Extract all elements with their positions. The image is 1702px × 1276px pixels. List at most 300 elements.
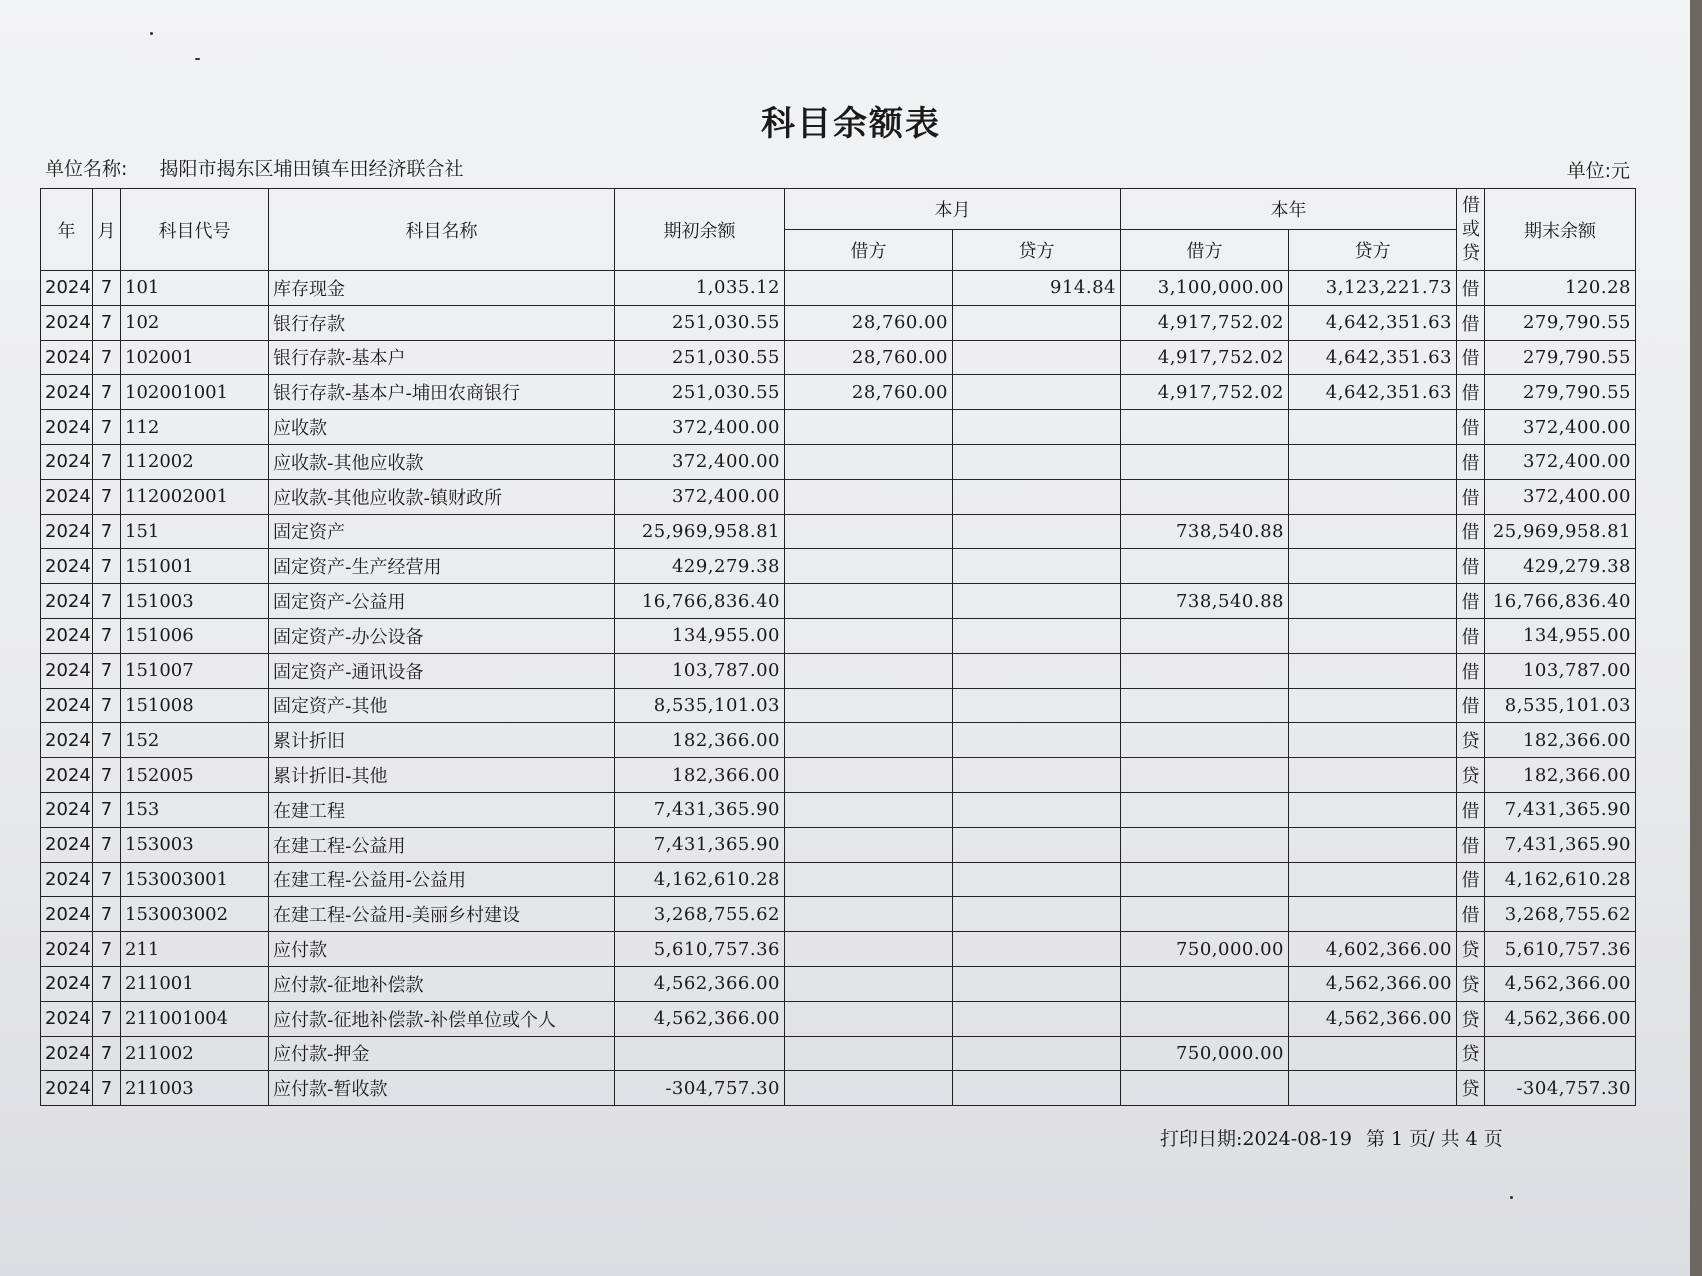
cell-direction: 借: [1457, 410, 1485, 445]
cell-month-credit: 914.84: [953, 271, 1121, 306]
cell-opening: 4,562,366.00: [615, 966, 785, 1001]
cell-opening: [615, 1036, 785, 1071]
cell-opening: 372,400.00: [615, 410, 785, 445]
cell-opening: 16,766,836.40: [615, 584, 785, 619]
cell-year-credit: [1289, 758, 1457, 793]
cell-year: 2024: [41, 410, 93, 445]
cell-code: 153003001: [121, 862, 269, 897]
cell-month-credit: [953, 584, 1121, 619]
cell-month-debit: [785, 479, 953, 514]
cell-year: 2024: [41, 479, 93, 514]
cell-month-credit: [953, 514, 1121, 549]
table-row: [41, 792, 1636, 827]
cell-month-debit: [785, 897, 953, 932]
cell-code: 151006: [121, 618, 269, 653]
cell-name: 累计折旧-其他: [269, 758, 615, 793]
cell-month-debit: [785, 271, 953, 306]
cell-code: 153003002: [121, 897, 269, 932]
cell-month: 7: [93, 479, 121, 514]
header-opening: 期初余额: [615, 189, 785, 271]
table-row: [41, 340, 1636, 375]
cell-month-debit: [785, 1036, 953, 1071]
cell-year-debit: [1121, 1071, 1289, 1106]
cell-month: 7: [93, 305, 121, 340]
cell-month-credit: [953, 1001, 1121, 1036]
cell-month-credit: [953, 618, 1121, 653]
cell-name: 固定资产-生产经营用: [269, 549, 615, 584]
paper-speck: [1510, 1196, 1513, 1199]
cell-opening: 429,279.38: [615, 549, 785, 584]
cell-direction: 借: [1457, 792, 1485, 827]
cell-closing: 4,162,610.28: [1485, 862, 1636, 897]
table-row: [41, 1001, 1636, 1036]
cell-month: 7: [93, 1036, 121, 1071]
cell-year-credit: 4,562,366.00: [1289, 1001, 1457, 1036]
cell-closing: 7,431,365.90: [1485, 827, 1636, 862]
cell-year-credit: [1289, 827, 1457, 862]
cell-year: 2024: [41, 618, 93, 653]
cell-month: 7: [93, 1001, 121, 1036]
cell-month-debit: [785, 549, 953, 584]
cell-name: 固定资产-其他: [269, 688, 615, 723]
table-row: [41, 758, 1636, 793]
header-row: [41, 189, 1636, 230]
cell-month-debit: [785, 758, 953, 793]
cell-direction: 借: [1457, 375, 1485, 410]
cell-month-credit: [953, 966, 1121, 1001]
table-row: [41, 653, 1636, 688]
cell-year-credit: [1289, 479, 1457, 514]
cell-direction: 贷: [1457, 932, 1485, 967]
cell-name: 在建工程-公益用-美丽乡村建设: [269, 897, 615, 932]
cell-code: 101: [121, 271, 269, 306]
cell-name: 应付款: [269, 932, 615, 967]
cell-closing: 372,400.00: [1485, 444, 1636, 479]
cell-year-credit: [1289, 514, 1457, 549]
cell-year-credit: [1289, 444, 1457, 479]
cell-month-credit: [953, 549, 1121, 584]
cell-direction: 贷: [1457, 966, 1485, 1001]
cell-opening: 372,400.00: [615, 479, 785, 514]
cell-closing: 25,969,958.81: [1485, 514, 1636, 549]
cell-opening: 251,030.55: [615, 375, 785, 410]
cell-name: 应收款-其他应收款: [269, 444, 615, 479]
cell-code: 102: [121, 305, 269, 340]
cell-opening: 8,535,101.03: [615, 688, 785, 723]
cell-year: 2024: [41, 932, 93, 967]
cell-month-credit: [953, 305, 1121, 340]
cell-closing: 372,400.00: [1485, 410, 1636, 445]
cell-year-debit: [1121, 723, 1289, 758]
cell-closing: 279,790.55: [1485, 340, 1636, 375]
cell-year-debit: [1121, 966, 1289, 1001]
cell-code: 102001: [121, 340, 269, 375]
cell-month: 7: [93, 514, 121, 549]
cell-year-debit: [1121, 618, 1289, 653]
cell-closing: 429,279.38: [1485, 549, 1636, 584]
cell-month: 7: [93, 271, 121, 306]
table-row: [41, 584, 1636, 619]
report-title: 科目余额表: [761, 104, 941, 144]
cell-month-debit: [785, 792, 953, 827]
table-row: [41, 305, 1636, 340]
cell-month-debit: [785, 584, 953, 619]
cell-year: 2024: [41, 375, 93, 410]
cell-year: 2024: [41, 549, 93, 584]
cell-month-debit: [785, 1071, 953, 1106]
cell-name: 在建工程: [269, 792, 615, 827]
table-row: [41, 549, 1636, 584]
cell-month: 7: [93, 340, 121, 375]
cell-year-debit: [1121, 549, 1289, 584]
cell-month: 7: [93, 375, 121, 410]
cell-code: 153: [121, 792, 269, 827]
cell-direction: 借: [1457, 897, 1485, 932]
cell-name: 固定资产-通讯设备: [269, 653, 615, 688]
cell-year-credit: [1289, 897, 1457, 932]
cell-name: 应付款-暂收款: [269, 1071, 615, 1106]
header-name: 科目名称: [269, 189, 615, 271]
cell-month: 7: [93, 688, 121, 723]
cell-code: 211: [121, 932, 269, 967]
cell-year-debit: 4,917,752.02: [1121, 375, 1289, 410]
cell-month-debit: [785, 862, 953, 897]
cell-year-debit: [1121, 444, 1289, 479]
cell-opening: 3,268,755.62: [615, 897, 785, 932]
header-month-credit: 贷方: [953, 230, 1121, 271]
cell-month-debit: [785, 827, 953, 862]
header-closing: 期末余额: [1485, 189, 1636, 271]
cell-month-credit: [953, 792, 1121, 827]
cell-year-debit: [1121, 1001, 1289, 1036]
unit-name-value: 揭阳市揭东区埔田镇车田经济联合社: [159, 158, 464, 180]
cell-opening: 25,969,958.81: [615, 514, 785, 549]
cell-closing: 279,790.55: [1485, 375, 1636, 410]
table-row: [41, 827, 1636, 862]
cell-direction: 借: [1457, 444, 1485, 479]
header-direction-text: 借或贷: [1462, 194, 1480, 264]
cell-closing: 182,366.00: [1485, 723, 1636, 758]
cell-year: 2024: [41, 653, 93, 688]
cell-opening: 7,431,365.90: [615, 827, 785, 862]
cell-direction: 借: [1457, 271, 1485, 306]
cell-month-debit: [785, 932, 953, 967]
cell-year: 2024: [41, 271, 93, 306]
page-info: 第 1 页/ 共 4 页: [1366, 1128, 1503, 1150]
table-row: [41, 1036, 1636, 1071]
cell-closing: 182,366.00: [1485, 758, 1636, 793]
cell-year: 2024: [41, 723, 93, 758]
cell-year-debit: 738,540.88: [1121, 514, 1289, 549]
cell-name: 在建工程-公益用-公益用: [269, 862, 615, 897]
cell-month-credit: [953, 444, 1121, 479]
cell-year: 2024: [41, 827, 93, 862]
cell-month: 7: [93, 792, 121, 827]
cell-year: 2024: [41, 584, 93, 619]
cell-direction: 借: [1457, 549, 1485, 584]
cell-opening: 7,431,365.90: [615, 792, 785, 827]
table-row: [41, 410, 1636, 445]
cell-code: 151008: [121, 688, 269, 723]
cell-month-credit: [953, 1071, 1121, 1106]
table-row: [41, 479, 1636, 514]
cell-year-credit: [1289, 862, 1457, 897]
cell-month-credit: [953, 827, 1121, 862]
cell-opening: 103,787.00: [615, 653, 785, 688]
cell-month-debit: [785, 723, 953, 758]
cell-name: 固定资产-公益用: [269, 584, 615, 619]
cell-year: 2024: [41, 1001, 93, 1036]
cell-month: 7: [93, 932, 121, 967]
table-row: [41, 271, 1636, 306]
cell-code: 112002: [121, 444, 269, 479]
table-row: [41, 1071, 1636, 1106]
cell-closing: 103,787.00: [1485, 653, 1636, 688]
cell-closing: 4,562,366.00: [1485, 1001, 1636, 1036]
cell-year-debit: 750,000.00: [1121, 932, 1289, 967]
cell-opening: 372,400.00: [615, 444, 785, 479]
header-code: 科目代号: [121, 189, 269, 271]
cell-opening: 5,610,757.36: [615, 932, 785, 967]
print-date: 打印日期:2024-08-19: [1160, 1128, 1352, 1150]
cell-year-credit: 4,602,366.00: [1289, 932, 1457, 967]
cell-code: 211003: [121, 1071, 269, 1106]
cell-month: 7: [93, 444, 121, 479]
page-footer: [1160, 1124, 1511, 1151]
cell-year: 2024: [41, 340, 93, 375]
cell-month: 7: [93, 897, 121, 932]
cell-month-credit: [953, 410, 1121, 445]
cell-code: 153003: [121, 827, 269, 862]
cell-code: 151001: [121, 549, 269, 584]
cell-closing: 3,268,755.62: [1485, 897, 1636, 932]
cell-direction: 贷: [1457, 1001, 1485, 1036]
currency-unit: 单位:元: [1566, 160, 1630, 182]
table-row: [41, 688, 1636, 723]
cell-year-debit: [1121, 792, 1289, 827]
cell-month: 7: [93, 549, 121, 584]
cell-closing: 279,790.55: [1485, 305, 1636, 340]
cell-year-debit: 738,540.88: [1121, 584, 1289, 619]
cell-month-credit: [953, 688, 1121, 723]
cell-year-debit: [1121, 688, 1289, 723]
paper-speck: [195, 58, 200, 60]
cell-month-debit: 28,760.00: [785, 340, 953, 375]
unit-name-label: 单位名称:: [45, 158, 128, 180]
cell-direction: 贷: [1457, 1036, 1485, 1071]
cell-name: 应付款-押金: [269, 1036, 615, 1071]
cell-direction: 借: [1457, 340, 1485, 375]
cell-year: 2024: [41, 862, 93, 897]
cell-opening: 1,035.12: [615, 271, 785, 306]
cell-opening: 251,030.55: [615, 305, 785, 340]
cell-direction: 贷: [1457, 723, 1485, 758]
cell-month-credit: [953, 723, 1121, 758]
cell-opening: 182,366.00: [615, 758, 785, 793]
cell-code: 102001001: [121, 375, 269, 410]
cell-opening: 182,366.00: [615, 723, 785, 758]
cell-year: 2024: [41, 305, 93, 340]
cell-month-debit: [785, 618, 953, 653]
cell-month: 7: [93, 862, 121, 897]
cell-month-debit: [785, 444, 953, 479]
cell-month-debit: [785, 410, 953, 445]
header-this-month: 本月: [785, 189, 1121, 230]
cell-code: 112: [121, 410, 269, 445]
cell-code: 152: [121, 723, 269, 758]
table-body: [41, 271, 1636, 1106]
cell-year-credit: 4,562,366.00: [1289, 966, 1457, 1001]
cell-name: 应收款-其他应收款-镇财政所: [269, 479, 615, 514]
cell-name: 在建工程-公益用: [269, 827, 615, 862]
cell-year-credit: [1289, 549, 1457, 584]
cell-closing: 4,562,366.00: [1485, 966, 1636, 1001]
table-row: [41, 444, 1636, 479]
cell-month: 7: [93, 1071, 121, 1106]
cell-direction: 借: [1457, 305, 1485, 340]
header-year-debit: 借方: [1121, 230, 1289, 271]
header-month-debit: 借方: [785, 230, 953, 271]
cell-year: 2024: [41, 514, 93, 549]
cell-name: 固定资产-办公设备: [269, 618, 615, 653]
cell-month-credit: [953, 1036, 1121, 1071]
cell-name: 累计折旧: [269, 723, 615, 758]
cell-month-debit: 28,760.00: [785, 375, 953, 410]
cell-year-debit: [1121, 479, 1289, 514]
cell-year-debit: 4,917,752.02: [1121, 305, 1289, 340]
table-row: [41, 966, 1636, 1001]
header-direction: [1457, 189, 1485, 271]
cell-year-credit: [1289, 792, 1457, 827]
cell-month-credit: [953, 479, 1121, 514]
cell-month-credit: [953, 758, 1121, 793]
cell-code: 151003: [121, 584, 269, 619]
cell-code: 152005: [121, 758, 269, 793]
cell-year-debit: [1121, 410, 1289, 445]
cell-year: 2024: [41, 444, 93, 479]
table-row: [41, 862, 1636, 897]
cell-opening: 4,162,610.28: [615, 862, 785, 897]
cell-month: 7: [93, 410, 121, 445]
table-row: [41, 897, 1636, 932]
cell-month-debit: [785, 514, 953, 549]
cell-opening: 134,955.00: [615, 618, 785, 653]
cell-closing: 5,610,757.36: [1485, 932, 1636, 967]
cell-year: 2024: [41, 897, 93, 932]
cell-month-credit: [953, 862, 1121, 897]
cell-closing: 372,400.00: [1485, 479, 1636, 514]
cell-closing: 134,955.00: [1485, 618, 1636, 653]
cell-direction: 借: [1457, 618, 1485, 653]
header-this-year: 本年: [1121, 189, 1457, 230]
cell-name: 应收款: [269, 410, 615, 445]
cell-month-debit: [785, 653, 953, 688]
cell-direction: 借: [1457, 862, 1485, 897]
cell-year: 2024: [41, 966, 93, 1001]
cell-month-debit: [785, 688, 953, 723]
cell-name: 应付款-征地补偿款: [269, 966, 615, 1001]
cell-year-debit: [1121, 653, 1289, 688]
cell-year-credit: [1289, 653, 1457, 688]
cell-month-debit: [785, 966, 953, 1001]
cell-name: 银行存款: [269, 305, 615, 340]
cell-code: 211001: [121, 966, 269, 1001]
cell-opening: 251,030.55: [615, 340, 785, 375]
cell-code: 211002: [121, 1036, 269, 1071]
cell-direction: 贷: [1457, 1071, 1485, 1106]
cell-year: 2024: [41, 688, 93, 723]
cell-month-credit: [953, 340, 1121, 375]
paper-speck: [150, 32, 153, 35]
cell-direction: 借: [1457, 653, 1485, 688]
cell-year-credit: [1289, 584, 1457, 619]
cell-code: 112002001: [121, 479, 269, 514]
cell-month-credit: [953, 375, 1121, 410]
cell-month: 7: [93, 723, 121, 758]
cell-year-credit: 3,123,221.73: [1289, 271, 1457, 306]
cell-name: 银行存款-基本户: [269, 340, 615, 375]
table-row: [41, 932, 1636, 967]
cell-year-debit: 4,917,752.02: [1121, 340, 1289, 375]
cell-month: 7: [93, 827, 121, 862]
cell-year-credit: [1289, 618, 1457, 653]
background-edge: [1690, 0, 1702, 1276]
header-month: 月: [93, 189, 121, 271]
cell-direction: 借: [1457, 479, 1485, 514]
cell-month-credit: [953, 653, 1121, 688]
cell-closing: [1485, 1036, 1636, 1071]
cell-year-credit: [1289, 1071, 1457, 1106]
cell-year: 2024: [41, 758, 93, 793]
cell-year-credit: [1289, 723, 1457, 758]
table-row: [41, 514, 1636, 549]
cell-closing: 120.28: [1485, 271, 1636, 306]
cell-year-credit: [1289, 688, 1457, 723]
cell-code: 151007: [121, 653, 269, 688]
cell-year-credit: 4,642,351.63: [1289, 305, 1457, 340]
cell-opening: 4,562,366.00: [615, 1001, 785, 1036]
cell-year: 2024: [41, 792, 93, 827]
cell-closing: 7,431,365.90: [1485, 792, 1636, 827]
unit-name-line: [45, 154, 463, 181]
table-row: [41, 723, 1636, 758]
cell-year-credit: 4,642,351.63: [1289, 340, 1457, 375]
header-year: 年: [41, 189, 93, 271]
cell-opening: -304,757.30: [615, 1071, 785, 1106]
cell-direction: 借: [1457, 584, 1485, 619]
cell-month: 7: [93, 584, 121, 619]
cell-closing: 16,766,836.40: [1485, 584, 1636, 619]
balance-table: [40, 188, 1636, 1106]
cell-code: 151: [121, 514, 269, 549]
cell-year-debit: [1121, 897, 1289, 932]
cell-year-debit: [1121, 827, 1289, 862]
cell-year-credit: 4,642,351.63: [1289, 375, 1457, 410]
cell-year-credit: [1289, 410, 1457, 445]
cell-closing: -304,757.30: [1485, 1071, 1636, 1106]
cell-month: 7: [93, 653, 121, 688]
cell-month: 7: [93, 618, 121, 653]
cell-name: 库存现金: [269, 271, 615, 306]
cell-year-credit: [1289, 1036, 1457, 1071]
table-row: [41, 618, 1636, 653]
cell-name: 应付款-征地补偿款-补偿单位或个人: [269, 1001, 615, 1036]
cell-name: 银行存款-基本户-埔田农商银行: [269, 375, 615, 410]
cell-month: 7: [93, 966, 121, 1001]
cell-direction: 贷: [1457, 758, 1485, 793]
cell-year-debit: [1121, 758, 1289, 793]
header-year-credit: 贷方: [1289, 230, 1457, 271]
